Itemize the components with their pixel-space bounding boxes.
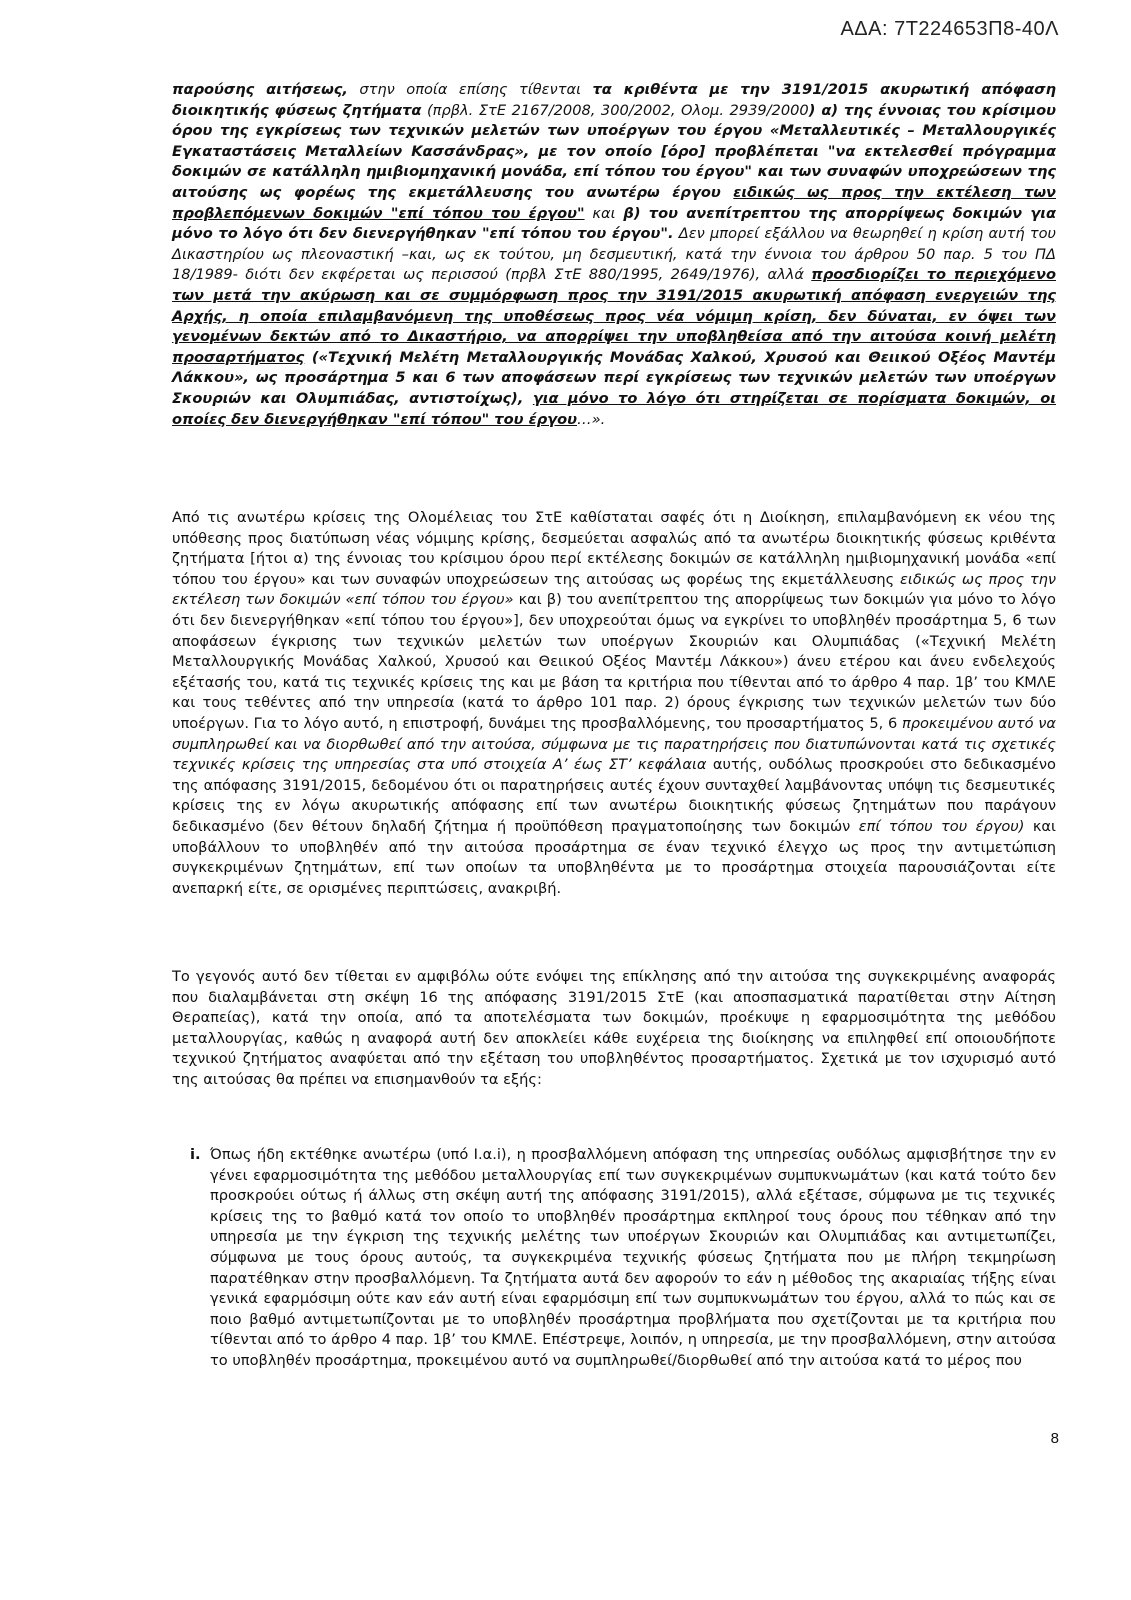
ada-header: ΑΔΑ: 7Τ224653Π8-40Λ bbox=[840, 18, 1059, 40]
quote-s13: …». bbox=[576, 410, 606, 428]
quote-s9: Δεν μπορεί εξάλλου να θεωρηθεί η κρίση αυτή του Δικαστηρίου ως πλεοναστική –και, ως εκ τούτου, μη δεσμευτική, κατά την έννοια του άρθρου 50 παρ. 5 του ΠΔ 18/1989- διότι δεν εκφέρεται ως περισσού (πρβλ ΣτΕ 880/1995, 2649/1976), αλλά bbox=[172, 225, 1057, 284]
page-number: 8 bbox=[1050, 1430, 1059, 1447]
para1-a: Από τις ανωτέρω κρίσεις της Ολομέλειας του ΣτΕ καθίσταται σαφές ότι η Διοίκηση, επιλαμβανόμενη εκ νέου της υπόθεσης προς διατύπωση νέας νόμιμης κρίσης, δεσμεύεται ασφαλώς από τα ανωτέρω διοικητικής φύσεως κριθέντα ζητήματα [ήτοι α) της έννοιας του κρίσιμου όρου περί εκτέλεσης δοκιμών σε κατάλληλη ημιβιομηχανική μονάδα «επί τόπου του έργου» και των συναφών υποχρεώσεων της αιτούσας ως φορέως της εκμετάλλευσης bbox=[172, 509, 1056, 588]
para1-e: αυτής, ουδόλως προσκρούει στο δεδικασμένο της απόφασης 3191/2015, δεδομένου ότι οι παρατηρήσεις αυτές έχουν συνταχθεί λαμβάνοντας υπόψη τις δεσμευτικές κρίσεις της εν λόγω ακυρωτικής απόφασης επί των ανωτέρω διοικητικής φύσεως ζητημάτων που παράγουν δεδικασμένο (δεν θέτουν δηλαδή ζήτημα ή προϋπόθεση πραγματοποίησης των δοκιμών bbox=[172, 756, 1056, 835]
quote-s7: και bbox=[584, 204, 624, 222]
list-item-text: Όπως ήδη εκτέθηκε ανωτέρω (υπό Ι.α.i), η προσβαλλόμενη απόφαση της υπηρεσίας ουδόλως αμφισβήτησε την εν γένει εφαρμοσιμότητα της μεθόδου μεταλλουργίας επί των συγκεκριμένων συμπυκνωμάτων (και κατά τούτο δεν προσκρούει ούτως ή άλλως στη σκέψη αυτή της απόφασης 3191/2015), αλλά εξέτασε, σύμφωνα με τις τεχνικές κρίσεις της το βαθμό κατά τον οποίο το υποβληθέν προσάρτημα εκπληροί τους όρους που τέθηκαν από την υπηρεσία με την έγκριση της τεχνικής μελέτης των υποέργων Σκουριών και Ολυμπιάδας και αντιμετωπίζει, σύμφωνα με τους όρους αυτούς, τα συγκεκριμένα τεχνικής φύσεως ζητήματα που με πλήρη τεκμηρίωση παρατέθηκαν στην προσβαλλόμενη. Τα ζητήματα αυτά δεν αφορούν το εάν η μέθοδος της ακαριαίας τήξης είναι γενικά εφαρμόσιμη ούτε καν εάν αυτή είναι εφαρμόσιμη επί των συμπυκνωμάτων του έργου, αλλά το πώς και σε ποιο βαθμό αντιμετωπίζονται με το υποβληθέν προσάρτημα προβλήματα που σχετίζονται με τα κριτήρια που τίθενται από το άρθρο 4 παρ. 1β’ του ΚΜΛΕ. Επέστρεψε, λοιπόν, η υπηρεσία, με την προσβαλλόμενη, στην αιτούσα το υποβληθέν προσάρτημα, προκειμένου αυτό να συμπληρωθεί/διορθωθεί από την αιτούσα κατά το μέρος που bbox=[210, 1146, 1056, 1369]
quote-s11: («Τεχνική Μελέτη Μεταλλουργικής Μονάδας Χαλκού, Χρυσού και Θειικού Οξέος Μαντέμ Λάκκου», ως προσάρτημα 5 και 6 των αποφάσεων περί εγκρίσεως των τεχνικών μελετών των υποέργων Σκουριών και Ολυμπιάδας, αντιστοίχως), bbox=[172, 348, 1056, 407]
quote-s10: προσδιορίζει το περιεχόμενο των μετά την ακύρωση και σε συμμόρφωση προς την 3191/2015 ακυρωτική απόφαση ενεργειών της Αρχής, η οποία επιλαμβανόμενη της υποθέσεως προς νέα νόμιμη κρίση, δεν δύναται, εν όψει των γενομένων δεκτών από το Δικαστήριο, να απορρίψει την υποβληθείσα από την αιτούσα κοινή μελέτη προσαρτήματος bbox=[172, 266, 1056, 366]
quote-s8: β) του ανεπίτρεπτου της απορρίψεως δοκιμών για μόνο το λόγο ότι δεν διενεργήθηκαν "επί τόπου του έργου". bbox=[172, 204, 1057, 243]
para1-f: επί τόπου του έργου) bbox=[858, 817, 1025, 835]
para1-b: ειδικώς ως προς την εκτέλεση των δοκιμών «επί τόπου του έργου» bbox=[172, 570, 1057, 609]
para1-d: προκειμένου αυτό να συμπληρωθεί και να διορθωθεί από την αιτούσα, σύμφωνα με τις παρατηρήσεις που διατυπώνονται κατά τις σχετικές τεχνικές κρίσεις της υπηρεσίας στα υπό στοιχεία Α’ έως ΣΤ’ κεφάλαια bbox=[172, 714, 1056, 774]
paragraph-2: Το γεγονός αυτό δεν τίθεται εν αμφιβόλω ούτε ενόψει της επίκλησης από την αιτούσα της συγκεκριμένης αναφοράς που διαλαμβάνεται στη σκέψη 16 της απόφασης 3191/2015 ΣτΕ (και αποσπασματικά παρατίθεται στην Αίτηση Θεραπείας), κατά την οποία, από τα αποτελέσματα των δοκιμών, προέκυψε η εφαρμοσιμότητα της μεθόδου μεταλλουργίας, καθώς η αναφορά αυτή δεν αποκλείει κάθε ευχέρεια της διοίκησης να επιληφθεί επί οποιουδήποτε τεχνικού ζητήματος αναφύεται από την εξέταση του υποβληθέντος προσαρτήματος. Σχετικά με τον ισχυρισμό αυτό της αιτούσας θα πρέπει να επισημανθούν τα εξής: bbox=[172, 968, 1056, 1088]
quote-s6: ειδικώς ως προς την εκτέλεση των προβλεπόμενων δοκιμών "επί τόπου του έργου" bbox=[172, 183, 1056, 222]
list-item-i bbox=[190, 1145, 1056, 1372]
paragraph-1 bbox=[172, 508, 1056, 899]
quoted-judgment bbox=[172, 80, 1056, 430]
list-item-number: i. bbox=[190, 1146, 201, 1163]
quote-s1: παρούσης αιτήσεως, bbox=[172, 81, 348, 98]
quote-s5: ) α) της έννοιας του κρίσιμου όρου της εγκρίσεως των τεχνικών μελετών των υποέργων του έργου «Μεταλλευτικές – Μεταλλουργικές Εγκαταστάσεις Μεταλλείων Κασσάνδρας», με τον οποίο [όρο] προβλέπεται "να εκτελεσθεί πρόγραμμα δοκιμών σε κατάλληλη ημιβιομηχανική μονάδα, επί τόπου του έργου" και των συναφών υποχρεώσεων της αιτούσης ως φορέως της εκμετάλλευσης του ανωτέρω έργου bbox=[172, 101, 1057, 201]
quote-s2: στην οποία επίσης τίθενται bbox=[347, 81, 593, 98]
quote-s3: τα κριθέντα με την 3191/2015 ακυρωτική απόφαση διοικητικής φύσεως ζητήματα bbox=[172, 81, 1056, 119]
quote-s12: για μόνο το λόγο ότι στηρίζεται σε πορίσματα δοκιμών, οι οποίες δεν διενεργήθηκαν "επί τόπου" του έργου bbox=[172, 389, 1056, 428]
para1-g: και υποβάλλουν το υποβληθέν από την αιτούσα προσάρτημα σε έναν τεχνικό έλεγχο ως προς την αντιμετώπιση συγκεκριμένων ζητημάτων, επί των οποίων τα υποβληθέντα με το προσάρτημα στοιχεία παρουσιάζονται είτε ανεπαρκή είτε, σε ορισμένες περιπτώσεις, ανακριβή. bbox=[172, 817, 1056, 897]
quote-s4: (πρβλ. ΣτΕ 2167/2008, 300/2002, Ολομ. 2939/2000 bbox=[421, 101, 809, 119]
para1-c: και β) του ανεπίτρεπτου της απορρίψεως των δοκιμών για μόνο το λόγο ότι δεν διενεργήθηκαν «επί τόπου του έργου»], δεν υποχρεούται όμως να εγκρίνει το υποβληθέν προσάρτημα 5, 6 των αποφάσεων έγκρισης των τεχνικών μελετών των υποέργων Σκουριών και Ολυμπιάδας («Τεχνική Μελέτη Μεταλλουργικής Μονάδας Χαλκού, Χρυσού και Θειικού Οξέος Μαντέμ Λάκκου») άνευ ετέρου και άνευ ενδελεχούς εξέτασής του, κατά τις τεχνικές κρίσεις της και με βάση τα κριτήρια που τίθενται από το άρθρο 4 παρ. 1β’ του ΚΜΛΕ και τους τεθέντες από την υπηρεσία (κατά το άρθρο 101 παρ. 2) όρους έγκρισης των τεχνικών μελετών των δύο υποέργων. Για το λόγο αυτό, η επιστροφή, δυνάμει της προσβαλλόμενης, του προσαρτήματος 5, 6 bbox=[172, 591, 1056, 732]
